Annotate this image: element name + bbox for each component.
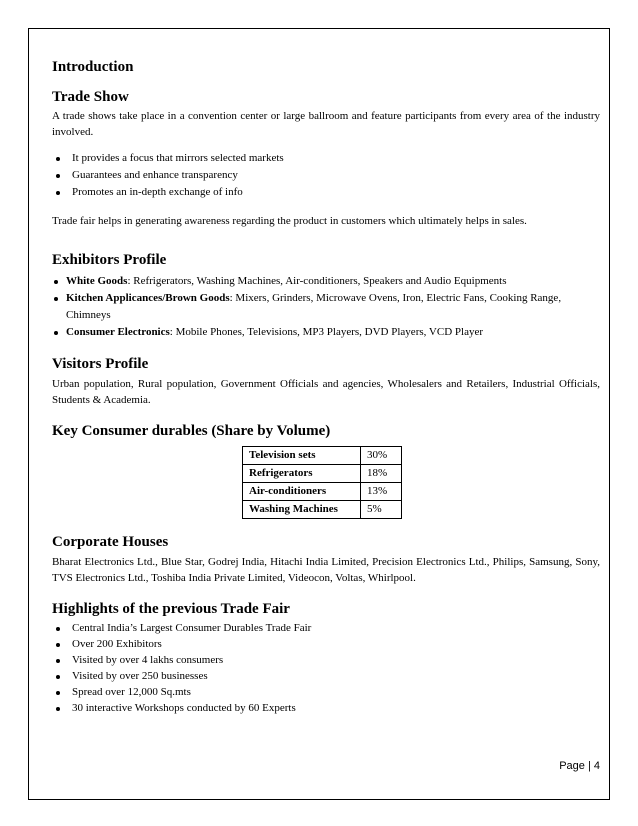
heading-corporate-houses: Corporate Houses [52,534,169,550]
table-cell-label: Refrigerators [243,465,361,483]
durables-share-table [242,446,402,519]
list-item: It provides a focus that mirrors selected markets [52,150,600,167]
list-item [52,290,600,324]
list-item: Guarantees and enhance transparency [52,167,600,184]
table-cell-value: 18% [361,465,402,483]
corporate-paragraph: Bharat Electronics Ltd., Blue Star, Godrej India, Hitachi India Limited, Precision Electronics Ltd., Philips, Samsung, Sony, TVS Electronics Ltd., Toshiba India Private Limited, Videocon, Voltas, Whirlpool. [52,556,600,584]
visitors-paragraph: Urban population, Rural population, Government Officials and agencies, Wholesalers and Retailers, Industrial Officials, Students & Academia. [52,378,600,406]
list-item: Spread over 12,000 Sq.mts [52,684,600,700]
list-item: Promotes an in-depth exchange of info [52,184,600,201]
table-row [243,447,402,465]
table-row [243,465,402,483]
list-item: Visited by over 4 lakhs consumers [52,652,600,668]
exhibitor-category-label: White Goods [66,275,128,287]
table-cell-label: Air-conditioners [243,483,361,501]
highlights-list [52,620,600,716]
heading-introduction: Introduction [52,59,134,75]
list-item: 30 interactive Workshops conducted by 60 Experts [52,700,600,716]
heading-highlights: Highlights of the previous Trade Fair [52,601,290,617]
trade-fair-paragraph: Trade fair helps in generating awareness regarding the product in customers which ultimately helps in sales. [52,215,527,227]
list-item [52,273,600,290]
trade-show-bullet-list [52,150,600,201]
exhibitor-category-text: : Refrigerators, Washing Machines, Air-conditioners, Speakers and Audio Equipments [127,275,507,287]
exhibitor-category-label: Kitchen Applicances/Brown Goods [66,292,230,304]
table-cell-label: Television sets [243,447,361,465]
table-cell-value: 5% [361,501,402,519]
trade-show-paragraph: A trade shows take place in a convention center or large ballroom and feature participants from every area of the industry involved. [52,110,600,138]
table-cell-value: 13% [361,483,402,501]
heading-trade-show: Trade Show [52,89,129,105]
heading-visitors-profile: Visitors Profile [52,356,149,372]
page-content [52,58,600,716]
list-item [52,324,600,341]
exhibitor-category-text: : Mobile Phones, Televisions, MP3 Players, DVD Players, VCD Player [169,326,484,338]
table-cell-value: 30% [361,447,402,465]
page-number: Page | 4 [559,760,600,772]
exhibitors-list [52,273,600,341]
heading-exhibitors-profile: Exhibitors Profile [52,252,167,268]
table-row [243,483,402,501]
table-row [243,501,402,519]
list-item: Visited by over 250 businesses [52,668,600,684]
table-cell-label: Washing Machines [243,501,361,519]
list-item: Central India’s Largest Consumer Durables Trade Fair [52,620,600,636]
heading-key-consumer-durables: Key Consumer durables (Share by Volume) [52,423,331,439]
exhibitor-category-text: : Mixers, Grinders, Microwave Ovens, Iron, Electric Fans, Cooking Range, Chimneys [66,292,562,321]
list-item: Over 200 Exhibitors [52,636,600,652]
exhibitor-category-label: Consumer Electronics [66,326,170,338]
